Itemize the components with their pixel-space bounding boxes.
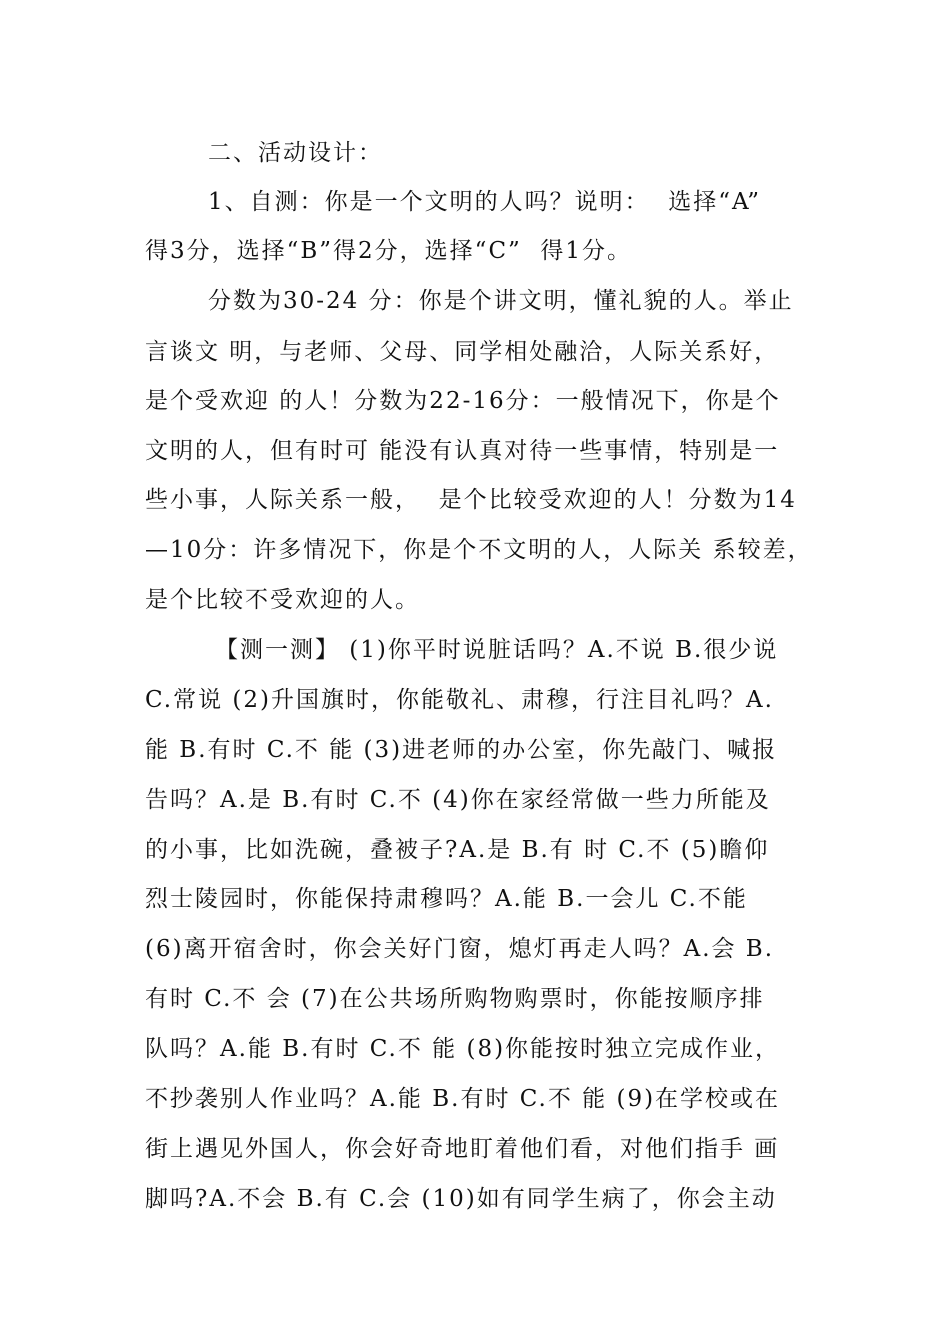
quiz-line: 的小事，比如洗碗，叠被子?A.是 B.有 时 C.不 (5)瞻仰 bbox=[145, 837, 770, 863]
paragraph-line: 分数为30-24 分：你是个讲文明，懂礼貌的人。举止 bbox=[208, 288, 794, 314]
paragraph-line: 1、自测：你是一个文明的人吗？说明： 选择“A” bbox=[208, 189, 762, 215]
paragraph-line: 文明的人，但有时可 能没有认真对待一些事情，特别是一 bbox=[145, 438, 780, 464]
quiz-line: 脚吗?A.不会 B.有 C.会 (10)如有同学生病了，你会主动 bbox=[145, 1186, 777, 1212]
paragraph-line: —10分：许多情况下，你是个不文明的人，人际关 系较差， bbox=[145, 537, 813, 563]
quiz-line: 【测一测】 (1)你平时说脏话吗？A.不说 B.很少说 bbox=[215, 637, 779, 663]
quiz-line: 告吗？A.是 B.有时 C.不 (4)你在家经常做一些力所能及 bbox=[145, 787, 771, 813]
paragraph-line: 些小事，人际关系一般， 是个比较受欢迎的人！分数为14 bbox=[145, 487, 797, 513]
quiz-line: 不抄袭别人作业吗？A.能 B.有时 C.不 能 (9)在学校或在 bbox=[145, 1086, 781, 1112]
section-heading: 二、活动设计： bbox=[208, 140, 383, 166]
paragraph-line: 得3分，选择“B”得2分，选择“C” 得1分。 bbox=[145, 238, 633, 264]
quiz-line: 有时 C.不 会 (7)在公共场所购物购票时，你能按顺序排 bbox=[145, 986, 765, 1012]
quiz-line: 烈士陵园时，你能保持肃穆吗？A.能 B.一会儿 C.不能 bbox=[145, 886, 748, 912]
quiz-line: 队吗？A.能 B.有时 C.不 能 (8)你能按时独立完成作业， bbox=[145, 1036, 781, 1062]
paragraph-line: 是个比较不受欢迎的人。 bbox=[145, 587, 420, 613]
quiz-line: 街上遇见外国人，你会好奇地盯着他们看，对他们指手 画 bbox=[145, 1136, 780, 1162]
paragraph-line: 言谈文 明，与老师、父母、同学相处融洽，人际关系好， bbox=[145, 339, 780, 365]
quiz-line: 能 B.有时 C.不 能 (3)进老师的办公室，你先敲门、喊报 bbox=[145, 737, 778, 763]
paragraph-line: 是个受欢迎 的人！分数为22-16分：一般情况下，你是个 bbox=[145, 388, 781, 414]
quiz-line: C.常说 (2)升国旗时，你能敬礼、肃穆，行注目礼吗？A. bbox=[145, 687, 774, 713]
quiz-line: (6)离开宿舍时，你会关好门窗，熄灯再走人吗？A.会 B. bbox=[145, 936, 775, 962]
